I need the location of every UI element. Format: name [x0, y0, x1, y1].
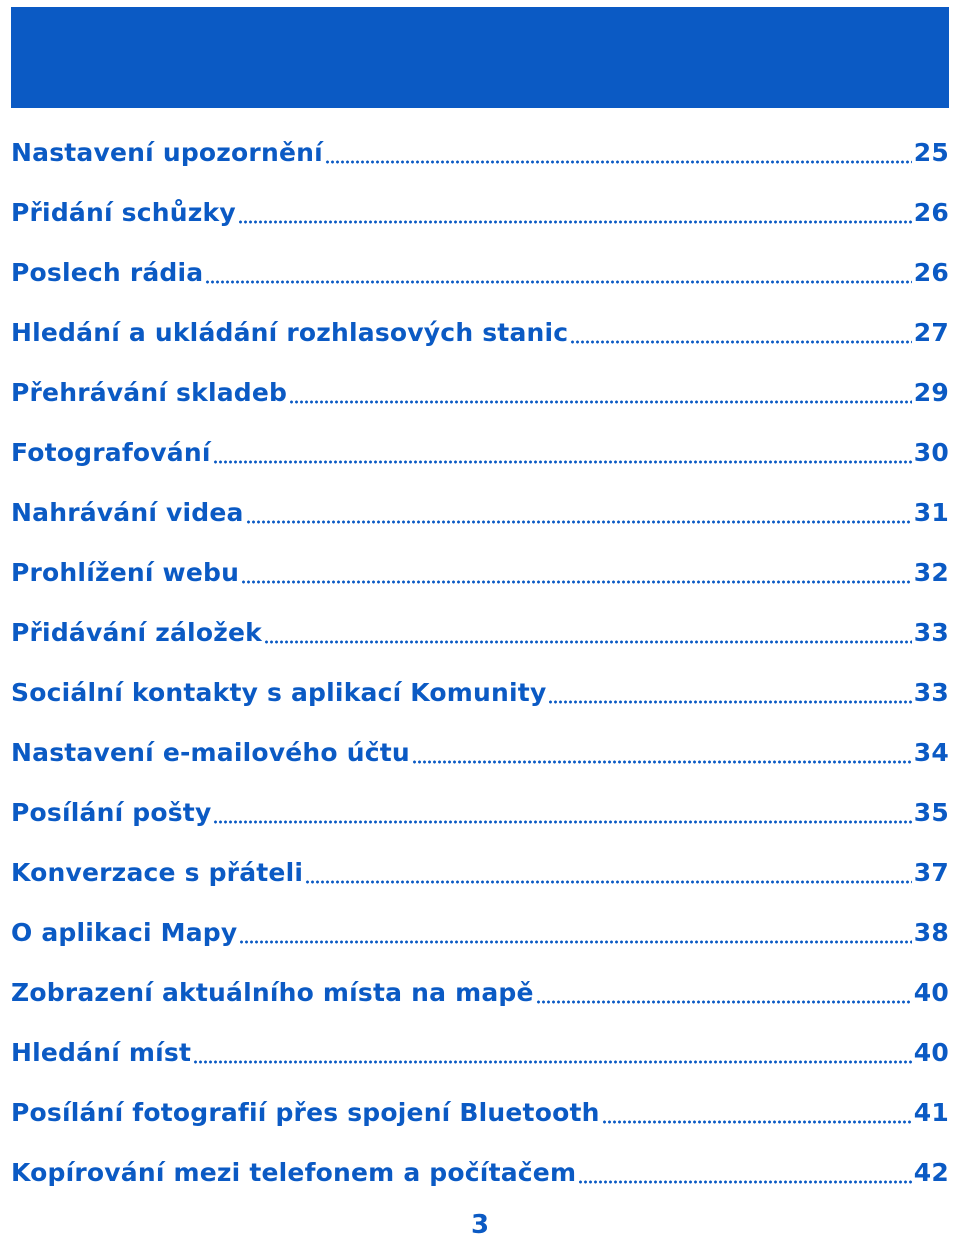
dot-leader [239, 919, 911, 945]
toc-entry-page: 34 [913, 737, 949, 767]
toc-entry-title: Hledání míst [11, 1037, 192, 1067]
toc-entry[interactable] [11, 782, 949, 842]
toc-entry-page: 29 [913, 377, 949, 407]
toc-entry[interactable] [11, 122, 949, 182]
toc-entry[interactable] [11, 302, 949, 362]
dot-leader [193, 1039, 912, 1065]
toc-entry[interactable] [11, 1082, 949, 1142]
toc-entry-page: 26 [913, 197, 949, 227]
toc-entry-title: Přehrávání skladeb [11, 377, 288, 407]
toc-entry-title: Posílání pošty [11, 797, 212, 827]
toc-entry-page: 30 [913, 437, 949, 467]
dot-leader [241, 559, 912, 585]
dot-leader [238, 199, 912, 225]
toc-entry-page: 26 [913, 257, 949, 287]
toc-entry[interactable] [11, 182, 949, 242]
toc-entry-page: 25 [913, 137, 949, 167]
toc-entry[interactable] [11, 722, 949, 782]
toc-entry-page: 31 [913, 497, 949, 527]
toc-entry-title: Konverzace s přáteli [11, 857, 304, 887]
dot-leader [578, 1159, 912, 1185]
toc-entry-page: 40 [913, 1037, 949, 1067]
toc-entry-title: Fotografování [11, 437, 211, 467]
toc-entry-page: 33 [913, 677, 949, 707]
page-number: 3 [470, 1210, 490, 1240]
toc-entry-title: Posílání fotografií přes spojení Bluetooth [11, 1097, 600, 1127]
toc-entry[interactable] [11, 662, 949, 722]
dot-leader [548, 679, 911, 705]
toc-entry-page: 37 [913, 857, 949, 887]
toc-entry-page: 33 [913, 617, 949, 647]
toc-entry-page: 42 [913, 1157, 949, 1187]
toc-entry-title: Nastavení upozornění [11, 137, 323, 167]
dot-leader [213, 439, 912, 465]
dot-leader [536, 979, 912, 1005]
dot-leader [289, 379, 912, 405]
toc-entry-title: Kopírování mezi telefonem a počítačem [11, 1157, 577, 1187]
dot-leader [264, 619, 912, 645]
toc-entry-title: Poslech rádia [11, 257, 204, 287]
toc-entry[interactable] [11, 242, 949, 302]
dot-leader [205, 259, 911, 285]
toc-entry-page: 40 [913, 977, 949, 1007]
toc-entry[interactable] [11, 842, 949, 902]
toc-entry[interactable] [11, 962, 949, 1022]
toc-entry-title: Sociální kontakty s aplikací Komunity [11, 677, 547, 707]
table-of-contents [11, 122, 949, 1202]
toc-entry-title: O aplikaci Mapy [11, 917, 238, 947]
header-bar [11, 7, 949, 108]
toc-entry-page: 27 [913, 317, 949, 347]
toc-entry[interactable] [11, 482, 949, 542]
toc-entry-page: 41 [913, 1097, 949, 1127]
toc-entry-title: Zobrazení aktuálního místa na mapě [11, 977, 534, 1007]
toc-entry[interactable] [11, 362, 949, 422]
toc-entry-title: Přidání schůzky [11, 197, 236, 227]
dot-leader [305, 859, 912, 885]
toc-entry-title: Přidávání záložek [11, 617, 262, 647]
dot-leader [246, 499, 912, 525]
toc-entry-title: Hledání a ukládání rozhlasových stanic [11, 317, 569, 347]
dot-leader [602, 1099, 912, 1125]
dot-leader [213, 799, 911, 825]
toc-entry[interactable] [11, 542, 949, 602]
toc-entry[interactable] [11, 902, 949, 962]
dot-leader [325, 139, 912, 165]
dot-leader [570, 319, 911, 345]
toc-entry-page: 35 [913, 797, 949, 827]
toc-entry-title: Prohlížení webu [11, 557, 240, 587]
toc-entry[interactable] [11, 1142, 949, 1202]
toc-entry[interactable] [11, 422, 949, 482]
toc-entry-page: 38 [913, 917, 949, 947]
toc-entry[interactable] [11, 1022, 949, 1082]
toc-entry-title: Nastavení e-mailového účtu [11, 737, 410, 767]
toc-entry-page: 32 [913, 557, 949, 587]
toc-entry-title: Nahrávání videa [11, 497, 244, 527]
toc-entry[interactable] [11, 602, 949, 662]
dot-leader [412, 739, 912, 765]
